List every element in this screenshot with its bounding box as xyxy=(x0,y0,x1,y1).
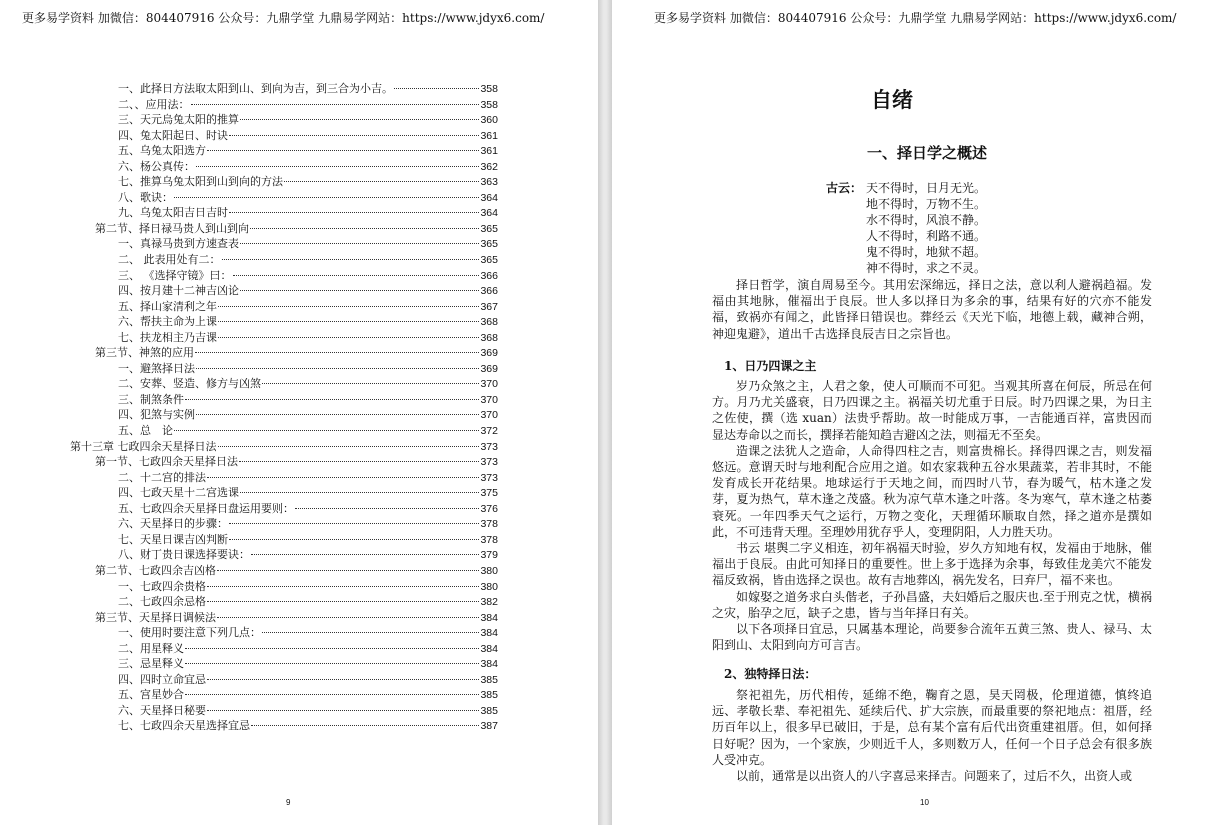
toc-leader-dots xyxy=(207,592,479,602)
toc-entry[interactable] xyxy=(70,545,498,561)
toc-entry-title: 五、宫星妙合 xyxy=(118,688,184,701)
toc-leader-dots xyxy=(229,126,479,136)
poem-line xyxy=(826,228,986,244)
poem-text: 神不得时，求之不灵。 xyxy=(866,261,987,276)
toc-entry[interactable] xyxy=(70,654,498,670)
toc-entry-title: 四、兔太阳起日、时诀 xyxy=(118,128,228,142)
toc-entry[interactable] xyxy=(70,437,498,453)
toc-entry-page: 369 xyxy=(480,362,498,375)
toc-leader-dots xyxy=(217,608,479,618)
toc-entry[interactable] xyxy=(70,312,498,328)
body-paragraph: 如嫁娶之道务求白头偕老，子孙昌盛，夫妇婚后之服庆也.至于刑克之忧，横祸之灾，胎孕之厄，缺子之患，皆与当年择日有关。 xyxy=(712,589,1152,620)
toc-entry-page: 385 xyxy=(480,689,498,701)
page-number: 9 xyxy=(286,798,291,807)
body-paragraph: 以下各项择日宜忌，只属基本理论，尚要参合流年五黄三煞、贵人、禄马、太阳到山、太阳到向方可言吉。 xyxy=(712,622,1152,653)
toc-leader-dots xyxy=(251,545,479,555)
toc-leader-dots xyxy=(250,219,479,229)
toc-entry-title: 八、歌诀： xyxy=(118,190,173,204)
toc-entry-title: 一、真禄马贵到方速查表 xyxy=(118,237,239,251)
poem-text: 水不得时，风浪不静。 xyxy=(866,213,987,228)
toc-entry[interactable] xyxy=(70,141,498,157)
body-paragraph: 书云 堪舆二字义相连，初年祸福天时验，岁久方知地有权，发福由于地脉，催福出于良辰。由此可知择日的重要性。世上多于选择为余事，每致佳龙美穴不能发福反致祸，皆由选择之误也。故有吉地葬凶，祸先发名，曰弃尸，福不来也。 xyxy=(712,541,1152,588)
toc-entry-page: 361 xyxy=(480,145,498,157)
toc-entry[interactable] xyxy=(70,126,498,142)
toc-entry[interactable] xyxy=(70,203,498,219)
toc-entry-page: 384 xyxy=(480,658,498,670)
toc-entry-title: 二、十二宫的排法 xyxy=(118,470,206,484)
poem-line xyxy=(826,260,986,276)
chapter-title: 自绪 xyxy=(871,87,913,112)
toc-entry-page: 369 xyxy=(480,347,498,359)
toc-entry-title: 七、推算乌兔太阳到山到向的方法 xyxy=(118,175,283,188)
toc-entry-title: 二、用星释义 xyxy=(118,641,184,655)
toc-entry-page: 375 xyxy=(480,487,498,499)
toc-entry-page: 362 xyxy=(480,160,498,173)
section-title: 一、择日学之概述 xyxy=(866,144,987,162)
toc-leader-dots xyxy=(218,312,479,322)
toc-leader-dots xyxy=(284,172,479,182)
poem-line xyxy=(826,180,986,196)
toc-entry-title: 四、按月建十二神吉凶论 xyxy=(118,284,239,297)
toc-entry-page: 364 xyxy=(480,191,498,204)
toc-entry-title: 九、乌兔太阳吉日吉时 xyxy=(118,206,228,219)
toc-entry[interactable] xyxy=(70,716,498,732)
toc-entry-page: 360 xyxy=(480,114,498,126)
toc-entry-title: 七、扶龙相主乃吉课 xyxy=(118,330,217,344)
toc-leader-dots xyxy=(185,654,479,664)
toc-entry-title: 六、天星择日秘要 xyxy=(118,703,206,717)
toc-entry-title: 四、四时立命宜忌 xyxy=(118,672,206,686)
poem-lead xyxy=(826,244,866,260)
toc-entry[interactable] xyxy=(70,219,498,235)
poem-line xyxy=(826,212,986,228)
poem-text: 天不得时，日月无光。 xyxy=(866,181,987,195)
toc-leader-dots xyxy=(185,685,479,695)
toc-entry[interactable] xyxy=(70,266,498,282)
toc-entry-title: 第十三章 七政四余天星择日法 xyxy=(70,439,217,453)
toc-entry[interactable] xyxy=(70,359,498,375)
toc-entry-page: 384 xyxy=(480,611,498,624)
subsection-one-paragraphs xyxy=(712,378,1152,653)
toc-entry-page: 379 xyxy=(480,549,498,561)
subsection-heading: 2、独特择日法： xyxy=(724,667,817,681)
body-paragraph: 造课之法犹人之造命，人命得四柱之吉，则富贵棉长。择得四课之吉，则发福悠远。意谓天时与地利配合应用之道。如农家栽种五谷水果蔬菜，若非其时，不能发育成长开花结果。地球运行于天地之间，而四时八节，春为暖气，枯木逢之发芽，夏为热气，草木逢之茂盛。秋为凉气草木逢之叶落。冬为寒气，草木逢之枯萎衰死。一年四季天气之运行，万物之变化，天理循环顺取自然，择之道亦是撰如此，不可违背天理。至理妙用犹存乎人，变理阴阳，人力胜天功。 xyxy=(712,443,1152,539)
page-gutter xyxy=(598,0,612,825)
toc-entry-page: 373 xyxy=(480,440,498,453)
toc-entry-title: 二、、应用法： xyxy=(118,97,190,111)
toc-entry-page: 368 xyxy=(480,316,498,328)
toc-leader-dots xyxy=(295,499,479,509)
toc-entry[interactable] xyxy=(70,514,498,530)
poem-lead: 古云： xyxy=(826,181,863,195)
right-page xyxy=(612,0,1214,825)
toc-entry[interactable] xyxy=(70,188,498,204)
toc-leader-dots xyxy=(195,343,479,353)
toc-entry-page: 365 xyxy=(480,238,498,251)
toc-entry[interactable] xyxy=(70,110,498,126)
toc-entry[interactable] xyxy=(70,79,498,95)
toc-leader-dots xyxy=(262,623,479,633)
body-paragraph: 岁乃众煞之主，人君之象，使人可顺而不可犯。当观其所喜在何辰，所忌在何方。月乃尤关盛衰，日乃四课之主。祸福关切尤重于日辰。时乃四课之果，为日主之佐使，撰（选 xuan）法贵乎帮助。故一时能成万事，一吉能通百祥，富贵因而显达寿命以之而长，撰择若能知趋吉避凶之法，则福无不至矣。 xyxy=(712,379,1152,442)
toc-entry-title: 六、帮扶主命为上课 xyxy=(118,315,217,328)
toc-entry[interactable] xyxy=(70,452,498,468)
toc-entry-page: 365 xyxy=(480,222,498,235)
toc-entry-page: 368 xyxy=(480,331,498,344)
toc-entry-page: 372 xyxy=(480,425,498,437)
toc-entry[interactable] xyxy=(70,328,498,344)
toc-entry[interactable] xyxy=(70,623,498,639)
subsection-heading: 1、日乃四课之主 xyxy=(724,359,817,373)
toc-entry-title: 四、七政天星十二宫选课 xyxy=(118,486,239,499)
toc-entry-title: 第三节、神煞的应用 xyxy=(95,346,194,359)
toc-leader-dots xyxy=(207,468,479,478)
toc-entry-title: 二、 此表用处有二： xyxy=(118,253,221,266)
toc-entry-page: 380 xyxy=(480,564,498,577)
subsection-two-paragraphs xyxy=(712,687,1152,784)
poem-lead xyxy=(826,212,866,228)
poem-text: 人不得时，利路不通。 xyxy=(866,229,987,244)
toc-leader-dots xyxy=(222,250,480,260)
toc-entry-title: 五、乌兔太阳选方 xyxy=(118,144,206,157)
toc-entry-title: 第一节、七政四余天星择日法 xyxy=(95,455,238,468)
toc-leader-dots xyxy=(240,281,479,291)
toc-entry[interactable] xyxy=(70,608,498,624)
toc-leader-dots xyxy=(196,359,479,369)
toc-entry[interactable] xyxy=(70,250,498,266)
toc-entry[interactable] xyxy=(70,157,498,173)
body-paragraph: 择日哲学，演自周易至今。其用宏深绵远，择日之法，意以利人避祸趋福。发福由其地脉，催福出于良辰。世人多以择日为多余的事，结果有好的穴亦不能发福，致祸亦有闻之，此皆择日错误也。葬经云《天光下临，地德上载，藏神合朔，神迎鬼避》，道出千古选择良辰吉日之宗旨也。 xyxy=(712,278,1152,341)
toc-entry-title: 二、安葬、竖造、修方与凶煞 xyxy=(118,377,261,390)
toc-entry[interactable] xyxy=(70,234,498,250)
toc-entry-page: 378 xyxy=(480,518,498,530)
toc-entry-title: 五、七政四余天星择日盘运用要则： xyxy=(118,501,294,515)
toc-entry[interactable] xyxy=(70,405,498,421)
toc-entry-title: 七、天星日课吉凶判断 xyxy=(118,532,228,546)
poem-line xyxy=(826,244,986,260)
toc-entry[interactable] xyxy=(70,685,498,701)
toc-entry[interactable] xyxy=(70,701,498,717)
intro-paragraphs xyxy=(712,277,1152,342)
toc-leader-dots xyxy=(218,297,479,307)
toc-entry-title: 四、犯煞与实例 xyxy=(118,408,195,422)
toc-leader-dots xyxy=(239,452,479,462)
toc-entry-title: 一、此择日方法取太阳到山、到向为吉，到三合为小吉。 xyxy=(118,82,393,95)
toc-leader-dots xyxy=(229,530,479,540)
toc-leader-dots xyxy=(229,203,479,213)
toc-entry-title: 一、七政四余贵格 xyxy=(118,579,206,593)
toc-entry-page: 365 xyxy=(480,254,498,266)
toc-entry[interactable] xyxy=(70,483,498,499)
toc-entry-page: 370 xyxy=(480,378,498,390)
page-header: 更多易学资料 加微信：804407916 公众号：九鼎学堂 九鼎易学网站：https://www.jdyx6.com/ xyxy=(654,11,1177,25)
toc-leader-dots xyxy=(207,141,479,151)
toc-entry[interactable] xyxy=(70,561,498,577)
toc-leader-dots xyxy=(196,405,479,415)
page-number: 10 xyxy=(920,798,929,807)
toc-entry-page: 382 xyxy=(480,596,498,608)
toc-entry[interactable] xyxy=(70,390,498,406)
toc-entry[interactable] xyxy=(70,468,498,484)
toc-leader-dots xyxy=(229,514,479,524)
toc-entry-title: 五、总 论 xyxy=(118,424,173,437)
toc-entry-page: 363 xyxy=(480,176,498,188)
toc-entry-page: 366 xyxy=(480,285,498,297)
poem-line xyxy=(826,196,986,212)
toc-entry-page: 380 xyxy=(480,580,498,593)
toc-entry-page: 358 xyxy=(480,83,498,95)
poem-text: 鬼不得时，地狱不超。 xyxy=(866,245,987,260)
toc-entry-page: 385 xyxy=(480,704,498,717)
toc-entry-title: 八、财丁贵日课选择要诀： xyxy=(118,548,250,561)
toc-leader-dots xyxy=(233,266,480,276)
toc-entry-page: 366 xyxy=(480,269,498,282)
toc-entry-page: 364 xyxy=(480,207,498,219)
toc-entry-title: 第三节、天星择日调候法 xyxy=(95,610,216,624)
toc-entry[interactable] xyxy=(70,297,498,313)
toc-leader-dots xyxy=(218,437,480,447)
toc-leader-dots xyxy=(185,390,479,400)
toc-leader-dots xyxy=(240,483,479,493)
page-header: 更多易学资料 加微信：804407916 公众号：九鼎学堂 九鼎易学网站：https://www.jdyx6.com/ xyxy=(22,11,545,25)
toc-leader-dots xyxy=(394,79,479,89)
body-paragraph: 祭祀祖先，历代相传，延绵不绝，鞠育之恩，昊天罔极，伦理道德，慎终追远、孝敬长辈、奉祀祖先、延续后代、扩大宗族，而最重要的祭祀地点：祖厝，经历百年以上，很多早已破旧，于是，总有某个富有后代出资重建祖厝。但，如何择日好呢？因为，一个家族，少则近千人，多则数万人，任何一个日子总会有很多族人受冲克。 xyxy=(712,688,1152,767)
toc-leader-dots xyxy=(207,701,479,711)
toc-leader-dots xyxy=(217,561,479,571)
toc-entry-page: 373 xyxy=(480,471,498,484)
toc-leader-dots xyxy=(218,328,479,338)
poem-lead xyxy=(826,228,866,244)
toc-leader-dots xyxy=(174,421,479,431)
toc-entry-title: 五、择山家清利之年 xyxy=(118,299,217,313)
toc-entry-page: 370 xyxy=(480,393,498,406)
toc-entry-title: 六、杨公真传： xyxy=(118,159,195,173)
toc-entry-page: 373 xyxy=(480,456,498,468)
toc-entry-page: 384 xyxy=(480,642,498,655)
toc-entry-title: 一、使用时要注意下列几点： xyxy=(118,626,261,639)
toc-entry-title: 七、七政四余天星选择宜忌 xyxy=(118,719,250,732)
toc-leader-dots xyxy=(207,670,479,680)
toc-entry-title: 一、避煞择日法 xyxy=(118,361,195,375)
toc-entry-page: 358 xyxy=(480,98,498,111)
toc-leader-dots xyxy=(185,639,479,649)
poem-lead xyxy=(826,260,866,276)
left-page xyxy=(0,0,598,825)
toc-entry-title: 第二节、择日禄马贵人到山到向 xyxy=(95,221,249,235)
toc-entry-page: 385 xyxy=(480,673,498,686)
toc-leader-dots xyxy=(191,95,480,105)
toc-entry[interactable] xyxy=(70,172,498,188)
toc-entry[interactable] xyxy=(70,374,498,390)
toc-entry-title: 二、七政四余忌格 xyxy=(118,595,206,608)
toc-entry-title: 第二节、七政四余吉凶格 xyxy=(95,563,216,577)
toc-entry-page: 384 xyxy=(480,627,498,639)
toc-entry[interactable] xyxy=(70,639,498,655)
toc-entry-title: 三、 《选择守镜》曰： xyxy=(118,268,232,282)
toc-entry-page: 378 xyxy=(480,533,498,546)
poem-block xyxy=(826,180,986,277)
poem-lead xyxy=(826,196,866,212)
body-paragraph: 以前，通常是以出资人的八字喜忌来择吉。问题来了，过后不久，出资人或 xyxy=(736,769,1133,784)
toc-leader-dots xyxy=(240,234,479,244)
toc-entry[interactable] xyxy=(70,95,498,111)
toc-leader-dots xyxy=(251,716,479,726)
toc-entry[interactable] xyxy=(70,670,498,686)
toc-entry-page: 376 xyxy=(480,502,498,515)
toc-entry-page: 387 xyxy=(480,720,498,732)
toc-entry[interactable] xyxy=(70,577,498,593)
toc-leader-dots xyxy=(240,110,479,120)
toc-entry-title: 六、天星择日的步骤： xyxy=(118,517,228,530)
toc-leader-dots xyxy=(262,374,479,384)
toc-entry[interactable] xyxy=(70,421,498,437)
toc-entry[interactable] xyxy=(70,281,498,297)
toc-entry[interactable] xyxy=(70,343,498,359)
toc-entry-page: 361 xyxy=(480,129,498,142)
toc-entry[interactable] xyxy=(70,499,498,515)
toc-entry-title: 三、制煞条件 xyxy=(118,392,184,406)
table-of-contents xyxy=(70,79,498,732)
toc-entry[interactable] xyxy=(70,530,498,546)
toc-leader-dots xyxy=(196,157,479,167)
toc-entry-page: 367 xyxy=(480,300,498,313)
poem-text: 地不得时，万物不生。 xyxy=(866,197,987,212)
toc-entry-title: 三、天元烏兔太阳的推算 xyxy=(118,113,239,126)
toc-leader-dots xyxy=(207,577,479,587)
toc-entry-title: 三、忌星释义 xyxy=(118,657,184,670)
toc-leader-dots xyxy=(174,188,479,198)
toc-entry[interactable] xyxy=(70,592,498,608)
toc-entry-page: 370 xyxy=(480,409,498,422)
